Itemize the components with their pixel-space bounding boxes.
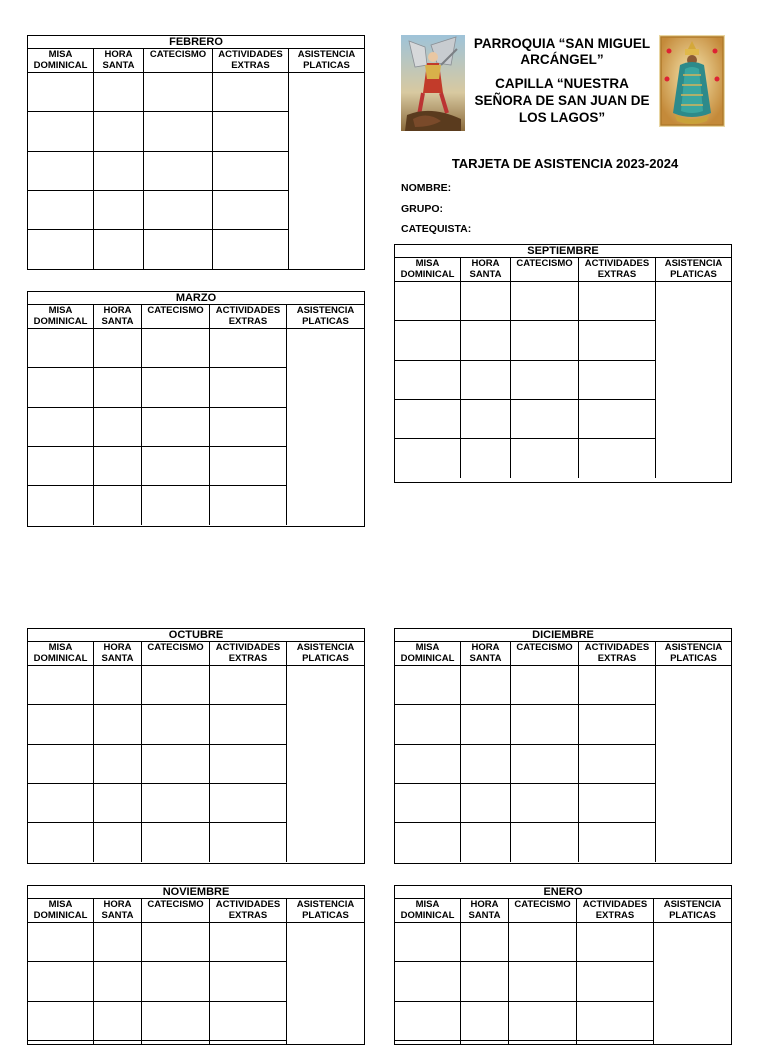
col-catecismo-header (144, 49, 213, 73)
attendance-cell[interactable] (509, 1041, 577, 1044)
attendance-cell[interactable] (579, 745, 656, 784)
header-text: ACTIVIDADES (584, 258, 650, 269)
attendance-cell[interactable] (579, 784, 656, 823)
attendance-cell[interactable] (210, 486, 287, 525)
attendance-cell[interactable] (142, 666, 210, 705)
header-text: EXTRAS (228, 909, 268, 921)
attendance-cell[interactable] (461, 400, 511, 439)
attendance-cell[interactable] (461, 282, 511, 321)
attendance-cell[interactable] (94, 666, 142, 705)
col-asistencia-platicas-header (287, 899, 364, 923)
attendance-cell[interactable] (144, 230, 213, 269)
header-text: SANTA (102, 59, 135, 71)
col-misa-dominical-header (28, 642, 94, 666)
header-text: CATECISMO (514, 899, 571, 910)
col-actividades-extras-header (577, 899, 654, 923)
attendance-cell[interactable] (94, 329, 142, 368)
col-actividades-extras-header (579, 258, 656, 282)
nombre-label: NOMBRE: (401, 182, 452, 194)
header-text: ASISTENCIA (297, 49, 356, 60)
attendance-cell[interactable] (94, 745, 142, 784)
col-catecismo-header (511, 642, 579, 666)
attendance-cell[interactable] (511, 361, 579, 400)
attendance-cell[interactable] (213, 73, 289, 112)
table-octubre (27, 628, 365, 864)
attendance-cell[interactable] (511, 666, 579, 705)
attendance-cell[interactable] (461, 439, 511, 478)
attendance-cell[interactable] (210, 823, 287, 862)
attendance-cell[interactable] (395, 321, 461, 360)
col-misa-dominical-header (28, 305, 94, 329)
header-text: MISA (48, 899, 73, 910)
table-septiembre (394, 244, 732, 483)
attendance-cell[interactable] (94, 230, 144, 269)
attendance-grid (395, 642, 731, 863)
attendance-cell[interactable] (395, 400, 461, 439)
header-text: HORA (470, 899, 499, 910)
col-misa-dominical-header (28, 899, 94, 923)
month-title-octubre: OCTUBRE (28, 629, 364, 642)
attendance-cell[interactable] (94, 486, 142, 525)
col-misa-dominical-header (395, 899, 461, 923)
header-text: CATECISMO (516, 642, 573, 653)
attendance-cell[interactable] (511, 745, 579, 784)
attendance-cell[interactable] (210, 329, 287, 368)
attendance-cell[interactable] (28, 191, 94, 230)
attendance-cell[interactable] (94, 191, 144, 230)
capilla-title: CAPILLA “NUESTRA SEÑORA DE SAN JUAN DE LOS LAGOS” (474, 76, 650, 125)
attendance-grid (395, 258, 731, 482)
attendance-cell[interactable] (511, 823, 579, 862)
header-text: DOMINICAL (33, 315, 88, 327)
attendance-cell[interactable] (577, 962, 654, 1001)
col-actividades-extras-header (210, 899, 287, 923)
attendance-cell[interactable] (579, 282, 656, 321)
attendance-cell[interactable] (461, 361, 511, 400)
col-hora-santa-header (461, 642, 511, 666)
attendance-grid (28, 305, 364, 526)
attendance-cell[interactable] (210, 1041, 287, 1044)
col-actividades-extras-header (210, 642, 287, 666)
header-text: DOMINICAL (400, 909, 455, 921)
attendance-cell[interactable] (94, 923, 142, 962)
attendance-cell[interactable] (210, 784, 287, 823)
attendance-cell[interactable] (28, 447, 94, 486)
header-text: ASISTENCIA (296, 642, 355, 653)
grupo-label: GRUPO: (401, 203, 443, 215)
attendance-cell[interactable] (213, 112, 289, 151)
header-text: CATECISMO (147, 899, 204, 910)
col-asistencia-platicas-header (654, 899, 731, 923)
attendance-cell[interactable] (28, 1041, 94, 1044)
attendance-cell[interactable] (210, 368, 287, 407)
col-misa-dominical-header (395, 642, 461, 666)
col-catecismo-header (142, 899, 210, 923)
asistencia-platicas-cell[interactable] (289, 73, 364, 269)
header-text: CATECISMO (149, 49, 207, 60)
col-actividades-extras-header (579, 642, 656, 666)
col-hora-santa-header (94, 49, 144, 73)
header-text: PLATICAS (670, 652, 717, 664)
attendance-cell[interactable] (94, 152, 144, 191)
attendance-cell[interactable] (144, 112, 213, 151)
attendance-cell[interactable] (142, 486, 210, 525)
attendance-cell[interactable] (577, 1002, 654, 1041)
header-text: DOMINICAL (400, 268, 455, 280)
header-text: ACTIVIDADES (215, 305, 281, 316)
header-text: HORA (471, 258, 500, 269)
attendance-cell[interactable] (210, 705, 287, 744)
col-asistencia-platicas-header (656, 258, 731, 282)
header-text: MISA (48, 642, 73, 653)
asistencia-platicas-cell[interactable] (287, 329, 364, 525)
attendance-cell[interactable] (28, 408, 94, 447)
month-title-diciembre: DICIEMBRE (395, 629, 731, 642)
attendance-cell[interactable] (94, 368, 142, 407)
attendance-cell[interactable] (579, 666, 656, 705)
header-text: ASISTENCIA (664, 258, 723, 269)
table-diciembre (394, 628, 732, 864)
col-actividades-extras-header (213, 49, 289, 73)
header-text: ASISTENCIA (664, 642, 723, 653)
col-asistencia-platicas-header (656, 642, 731, 666)
col-hora-santa-header (461, 258, 511, 282)
attendance-cell[interactable] (509, 923, 577, 962)
saint-michael-archangel-image (401, 35, 465, 131)
attendance-cell[interactable] (142, 923, 210, 962)
attendance-cell[interactable] (142, 447, 210, 486)
header-text: SANTA (101, 652, 134, 664)
attendance-cell[interactable] (94, 1002, 142, 1041)
col-hora-santa-header (94, 305, 142, 329)
col-catecismo-header (509, 899, 577, 923)
table-noviembre (27, 885, 365, 1045)
header-text: DOMINICAL (33, 909, 88, 921)
header-text: CATECISMO (147, 642, 204, 653)
attendance-cell[interactable] (509, 962, 577, 1001)
header-text: HORA (103, 305, 132, 316)
attendance-cell[interactable] (94, 962, 142, 1001)
attendance-cell[interactable] (511, 705, 579, 744)
header-text: MISA (48, 49, 73, 60)
header-text: DOMINICAL (33, 652, 88, 664)
attendance-cell[interactable] (395, 666, 461, 705)
header-text: HORA (471, 642, 500, 653)
header-text: HORA (103, 899, 132, 910)
attendance-cell[interactable] (142, 408, 210, 447)
header-text: DOMINICAL (33, 59, 88, 71)
attendance-cell[interactable] (28, 784, 94, 823)
col-asistencia-platicas-header (289, 49, 364, 73)
attendance-cell[interactable] (395, 705, 461, 744)
attendance-grid (395, 899, 731, 1044)
attendance-cell[interactable] (142, 823, 210, 862)
attendance-cell[interactable] (144, 152, 213, 191)
header-text: SANTA (469, 268, 502, 280)
col-hora-santa-header (461, 899, 509, 923)
attendance-cell[interactable] (395, 923, 461, 962)
card-title: TARJETA DE ASISTENCIA 2023-2024 (451, 156, 679, 171)
attendance-cell[interactable] (94, 784, 142, 823)
header-text: SANTA (101, 909, 134, 921)
attendance-cell[interactable] (28, 1002, 94, 1041)
attendance-cell[interactable] (142, 368, 210, 407)
attendance-cell[interactable] (395, 784, 461, 823)
attendance-grid (28, 642, 364, 863)
attendance-cell[interactable] (395, 962, 461, 1001)
attendance-cell[interactable] (94, 112, 144, 151)
attendance-cell[interactable] (210, 1002, 287, 1041)
attendance-cell[interactable] (511, 784, 579, 823)
col-hora-santa-header (94, 642, 142, 666)
attendance-cell[interactable] (142, 1041, 210, 1044)
attendance-cell[interactable] (94, 1041, 142, 1044)
col-catecismo-header (142, 642, 210, 666)
attendance-cell[interactable] (579, 439, 656, 478)
attendance-cell[interactable] (142, 329, 210, 368)
col-actividades-extras-header (210, 305, 287, 329)
attendance-cell[interactable] (395, 282, 461, 321)
attendance-cell[interactable] (28, 923, 94, 962)
attendance-grid (28, 49, 364, 269)
attendance-cell[interactable] (28, 823, 94, 862)
attendance-cell[interactable] (579, 705, 656, 744)
attendance-cell[interactable] (210, 447, 287, 486)
header-text: HORA (104, 49, 133, 60)
parroquia-title: PARROQUIA “SAN MIGUEL ARCÁNGEL” (473, 36, 651, 67)
attendance-cell[interactable] (395, 1002, 461, 1041)
header-text: CATECISMO (516, 258, 573, 269)
attendance-cell[interactable] (28, 112, 94, 151)
header-text: ACTIVIDADES (215, 899, 281, 910)
attendance-cell[interactable] (142, 784, 210, 823)
table-enero (394, 885, 732, 1045)
attendance-cell[interactable] (210, 923, 287, 962)
col-asistencia-platicas-header (287, 642, 364, 666)
attendance-cell[interactable] (461, 1041, 509, 1044)
attendance-cell[interactable] (461, 1002, 509, 1041)
attendance-cell[interactable] (28, 745, 94, 784)
header-text: ACTIVIDADES (215, 642, 281, 653)
attendance-cell[interactable] (461, 823, 511, 862)
header-text: MISA (415, 258, 440, 269)
header-text: ASISTENCIA (296, 899, 355, 910)
header-text: MISA (48, 305, 73, 316)
header-text: PLATICAS (302, 909, 349, 921)
asistencia-platicas-cell[interactable] (656, 666, 731, 862)
attendance-cell[interactable] (579, 823, 656, 862)
attendance-cell[interactable] (28, 368, 94, 407)
attendance-cell[interactable] (461, 923, 509, 962)
attendance-cell[interactable] (461, 745, 511, 784)
header-text: SANTA (468, 909, 501, 921)
header-text: MISA (415, 642, 440, 653)
attendance-cell[interactable] (395, 745, 461, 784)
attendance-cell[interactable] (142, 1002, 210, 1041)
month-title-marzo: MARZO (28, 292, 364, 305)
asistencia-platicas-cell[interactable] (287, 923, 364, 1044)
attendance-cell[interactable] (213, 191, 289, 230)
attendance-cell[interactable] (28, 962, 94, 1001)
asistencia-platicas-cell[interactable] (656, 282, 731, 478)
attendance-cell[interactable] (395, 361, 461, 400)
attendance-cell[interactable] (94, 447, 142, 486)
attendance-cell[interactable] (210, 962, 287, 1001)
header-text: PLATICAS (669, 909, 716, 921)
header-text: EXTRAS (597, 268, 637, 280)
attendance-cell[interactable] (142, 962, 210, 1001)
attendance-cell[interactable] (142, 745, 210, 784)
attendance-cell[interactable] (28, 73, 94, 112)
attendance-cell[interactable] (28, 486, 94, 525)
attendance-cell[interactable] (28, 666, 94, 705)
header-text: SANTA (101, 315, 134, 327)
attendance-cell[interactable] (511, 400, 579, 439)
header-text: DOMINICAL (400, 652, 455, 664)
col-catecismo-header (142, 305, 210, 329)
attendance-cell[interactable] (28, 230, 94, 269)
attendance-cell[interactable] (461, 666, 511, 705)
month-title-septiembre: SEPTIEMBRE (395, 245, 731, 258)
attendance-cell[interactable] (94, 73, 144, 112)
col-misa-dominical-header (395, 258, 461, 282)
attendance-cell[interactable] (395, 1041, 461, 1044)
header-text: PLATICAS (302, 315, 349, 327)
attendance-cell[interactable] (210, 745, 287, 784)
header-text: PLATICAS (670, 268, 717, 280)
col-misa-dominical-header (28, 49, 94, 73)
attendance-cell[interactable] (461, 962, 509, 1001)
col-catecismo-header (511, 258, 579, 282)
attendance-cell[interactable] (395, 439, 461, 478)
header-text: EXTRAS (228, 652, 268, 664)
header-text: MISA (415, 899, 440, 910)
header-text: ACTIVIDADES (582, 899, 648, 910)
attendance-cell[interactable] (461, 321, 511, 360)
attendance-cell[interactable] (210, 408, 287, 447)
header-text: EXTRAS (228, 315, 268, 327)
attendance-cell[interactable] (461, 784, 511, 823)
header-text: HORA (103, 642, 132, 653)
attendance-cell[interactable] (94, 705, 142, 744)
header-text: ASISTENCIA (296, 305, 355, 316)
asistencia-platicas-cell[interactable] (287, 666, 364, 862)
header-text: CATECISMO (147, 305, 204, 316)
attendance-cell[interactable] (210, 666, 287, 705)
attendance-cell[interactable] (142, 705, 210, 744)
header-text: ACTIVIDADES (218, 49, 283, 60)
col-asistencia-platicas-header (287, 305, 364, 329)
attendance-cell[interactable] (144, 191, 213, 230)
header-text: EXTRAS (595, 909, 635, 921)
attendance-cell[interactable] (511, 282, 579, 321)
header-text: EXTRAS (597, 652, 637, 664)
attendance-cell[interactable] (579, 321, 656, 360)
month-title-febrero: FEBRERO (28, 36, 364, 49)
header-text: ACTIVIDADES (584, 642, 650, 653)
attendance-cell[interactable] (213, 152, 289, 191)
header-text: PLATICAS (302, 652, 349, 664)
attendance-cell[interactable] (579, 400, 656, 439)
attendance-cell[interactable] (94, 823, 142, 862)
header-text: EXTRAS (231, 59, 270, 71)
attendance-cell[interactable] (511, 439, 579, 478)
attendance-cell[interactable] (579, 361, 656, 400)
header-text: PLATICAS (303, 59, 350, 71)
table-marzo (27, 291, 365, 527)
attendance-cell[interactable] (144, 73, 213, 112)
attendance-cell[interactable] (461, 705, 511, 744)
header-text: ASISTENCIA (663, 899, 722, 910)
table-febrero (27, 35, 365, 270)
attendance-cell[interactable] (94, 408, 142, 447)
attendance-cell[interactable] (395, 823, 461, 862)
attendance-cell[interactable] (213, 230, 289, 269)
attendance-cell[interactable] (28, 329, 94, 368)
attendance-cell[interactable] (509, 1002, 577, 1041)
catequista-label: CATEQUISTA: (401, 223, 472, 235)
attendance-cell[interactable] (28, 705, 94, 744)
attendance-cell[interactable] (577, 923, 654, 962)
attendance-cell[interactable] (577, 1041, 654, 1044)
month-title-enero: ENERO (395, 886, 731, 899)
header-text: SANTA (469, 652, 502, 664)
asistencia-platicas-cell[interactable] (654, 923, 731, 1044)
col-hora-santa-header (94, 899, 142, 923)
attendance-cell[interactable] (28, 152, 94, 191)
attendance-cell[interactable] (511, 321, 579, 360)
attendance-grid (28, 899, 364, 1044)
virgin-san-juan-de-los-lagos-image (659, 35, 725, 127)
month-title-noviembre: NOVIEMBRE (28, 886, 364, 899)
